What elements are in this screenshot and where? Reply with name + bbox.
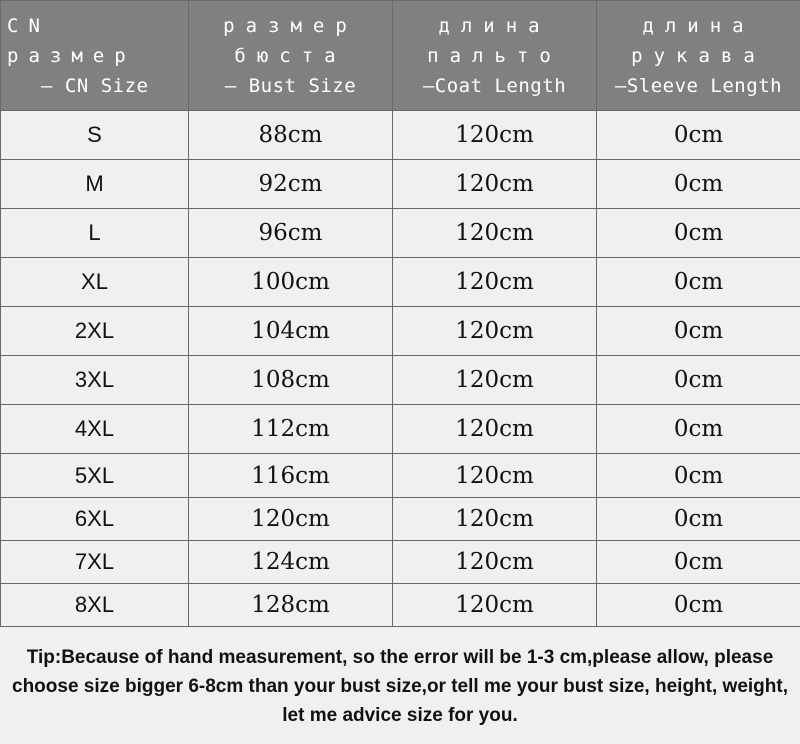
- bust-cell: 108cm: [189, 356, 393, 405]
- size-cell: 2XL: [1, 307, 189, 356]
- size-cell: 6XL: [1, 498, 189, 541]
- sleeve-cell: 0cm: [597, 584, 800, 627]
- size-cell: S: [1, 111, 189, 160]
- coat-cell: 120cm: [393, 454, 597, 498]
- sleeve-cell: 0cm: [597, 356, 800, 405]
- sleeve-cell: 0cm: [597, 454, 800, 498]
- coat-cell: 120cm: [393, 160, 597, 209]
- bust-cell: 120cm: [189, 498, 393, 541]
- sleeve-cell: 0cm: [597, 307, 800, 356]
- header-sleeve-length-ru: длина рукава: [631, 14, 766, 67]
- size-cell: 3XL: [1, 356, 189, 405]
- size-cell: 8XL: [1, 584, 189, 627]
- sleeve-cell: 0cm: [597, 209, 800, 258]
- coat-cell: 120cm: [393, 541, 597, 584]
- bust-cell: 92cm: [189, 160, 393, 209]
- size-cell: L: [1, 209, 189, 258]
- sleeve-cell: 0cm: [597, 541, 800, 584]
- coat-cell: 120cm: [393, 356, 597, 405]
- sleeve-cell: 0cm: [597, 498, 800, 541]
- table-row: [1, 209, 800, 258]
- header-bust-size-ru: размер бюста: [223, 14, 358, 67]
- sleeve-cell: 0cm: [597, 258, 800, 307]
- coat-cell: 120cm: [393, 498, 597, 541]
- table-row: [1, 356, 800, 405]
- table-row: [1, 160, 800, 209]
- sleeve-cell: 0cm: [597, 160, 800, 209]
- size-cell: 4XL: [1, 405, 189, 454]
- table-row: [1, 454, 800, 498]
- bust-cell: 100cm: [189, 258, 393, 307]
- table-row: [1, 111, 800, 160]
- sleeve-cell: 0cm: [597, 405, 800, 454]
- header-coat-length-ru: длина пальто: [427, 14, 562, 67]
- header-sleeve-length: [597, 1, 800, 111]
- table-row: [1, 405, 800, 454]
- sleeve-cell: 0cm: [597, 111, 800, 160]
- header-cn-size-en: – CN Size: [41, 74, 149, 97]
- header-bust-size: [189, 1, 393, 111]
- bust-cell: 124cm: [189, 541, 393, 584]
- bust-cell: 96cm: [189, 209, 393, 258]
- header-row: [1, 1, 800, 111]
- header-coat-length-en: –Coat Length: [422, 74, 567, 97]
- bust-cell: 112cm: [189, 405, 393, 454]
- table-row: [1, 541, 800, 584]
- coat-cell: 120cm: [393, 111, 597, 160]
- header-sleeve-length-en: –Sleeve Length: [614, 74, 783, 97]
- size-cell: XL: [1, 258, 189, 307]
- coat-cell: 120cm: [393, 405, 597, 454]
- bust-cell: 88cm: [189, 111, 393, 160]
- size-cell: M: [1, 160, 189, 209]
- bust-cell: 116cm: [189, 454, 393, 498]
- bust-cell: 128cm: [189, 584, 393, 627]
- table-row: [1, 498, 800, 541]
- header-cn-size: [1, 1, 189, 111]
- coat-cell: 120cm: [393, 584, 597, 627]
- size-cell: 7XL: [1, 541, 189, 584]
- table-row: [1, 258, 800, 307]
- measurement-tip: Tip:Because of hand measurement, so the error will be 1-3 cm,please allow, please choose size bigger 6-8cm than your bust size,or tell me your bust size, height, weight, let me advice size for you.: [12, 647, 788, 726]
- coat-cell: 120cm: [393, 307, 597, 356]
- coat-cell: 120cm: [393, 209, 597, 258]
- header-bust-size-en: – Bust Size: [224, 74, 357, 97]
- coat-cell: 120cm: [393, 258, 597, 307]
- table-row: [1, 584, 800, 627]
- size-cell: 5XL: [1, 454, 189, 498]
- bust-cell: 104cm: [189, 307, 393, 356]
- header-coat-length: [393, 1, 597, 111]
- header-cn-size-ru: CN размер: [7, 14, 136, 67]
- table-row: [1, 307, 800, 356]
